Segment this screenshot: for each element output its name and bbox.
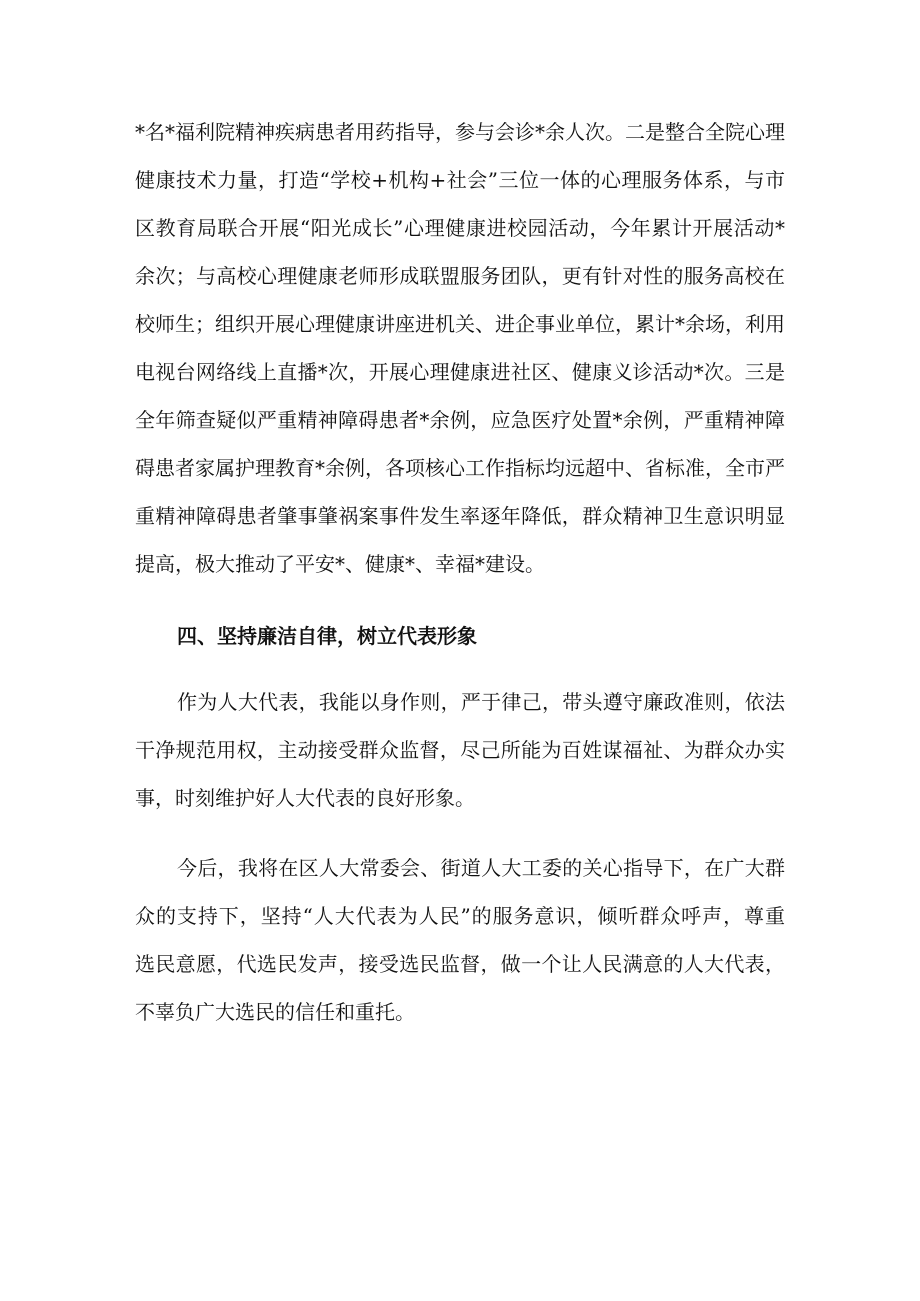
paragraph-line: 作为人大代表，我能以身作则，严于律己，带头遵守廉政准则，依法 xyxy=(177,690,785,714)
paragraph-line: 事，时刻维护好人大代表的良好形象。 xyxy=(135,786,475,810)
section-heading: 四、坚持廉洁自律，树立代表形象 xyxy=(177,624,477,648)
paragraph-line: 余次；与高校心理健康老师形成联盟服务团队，更有针对性的服务高校在 xyxy=(135,264,785,288)
paragraph-line: 电视台网络线上直播*次，开展心理健康进社区、健康义诊活动*次。三是 xyxy=(135,360,785,384)
paragraph-line: 重精神障碍患者肇事肇祸案事件发生率逐年降低，群众精神卫生意识明显 xyxy=(135,504,785,528)
paragraph-line: *名*福利院精神疾病患者用药指导，参与会诊*余人次。二是整合全院心理 xyxy=(135,120,785,144)
paragraph-line: 健康技术力量，打造“学校+机构+社会”三位一体的心理服务体系，与市 xyxy=(135,168,785,192)
paragraph-line: 不辜负广大选民的信任和重托。 xyxy=(135,1000,415,1024)
paragraph-line: 今后，我将在区人大常委会、街道人大工委的关心指导下，在广大群 xyxy=(177,856,785,880)
paragraph-line: 众的支持下，坚持“人大代表为人民”的服务意识，倾听群众呼声，尊重 xyxy=(135,904,785,928)
paragraph-line: 全年筛查疑似严重精神障碍患者*余例，应急医疗处置*余例，严重精神障 xyxy=(135,408,785,432)
paragraph-line: 干净规范用权，主动接受群众监督，尽己所能为百姓谋福祉、为群众办实 xyxy=(135,738,785,762)
paragraph-line: 选民意愿，代选民发声，接受选民监督，做一个让人民满意的人大代表， xyxy=(135,952,785,976)
paragraph-line: 区教育局联合开展“阳光成长”心理健康进校园活动，今年累计开展活动* xyxy=(135,216,785,240)
paragraph-line: 提高，极大推动了平安*、健康*、幸福*建设。 xyxy=(135,552,545,576)
paragraph-line: 校师生；组织开展心理健康讲座进机关、进企事业单位，累计*余场，利用 xyxy=(135,312,785,336)
paragraph-line: 碍患者家属护理教育*余例，各项核心工作指标均远超中、省标准，全市严 xyxy=(135,456,785,480)
